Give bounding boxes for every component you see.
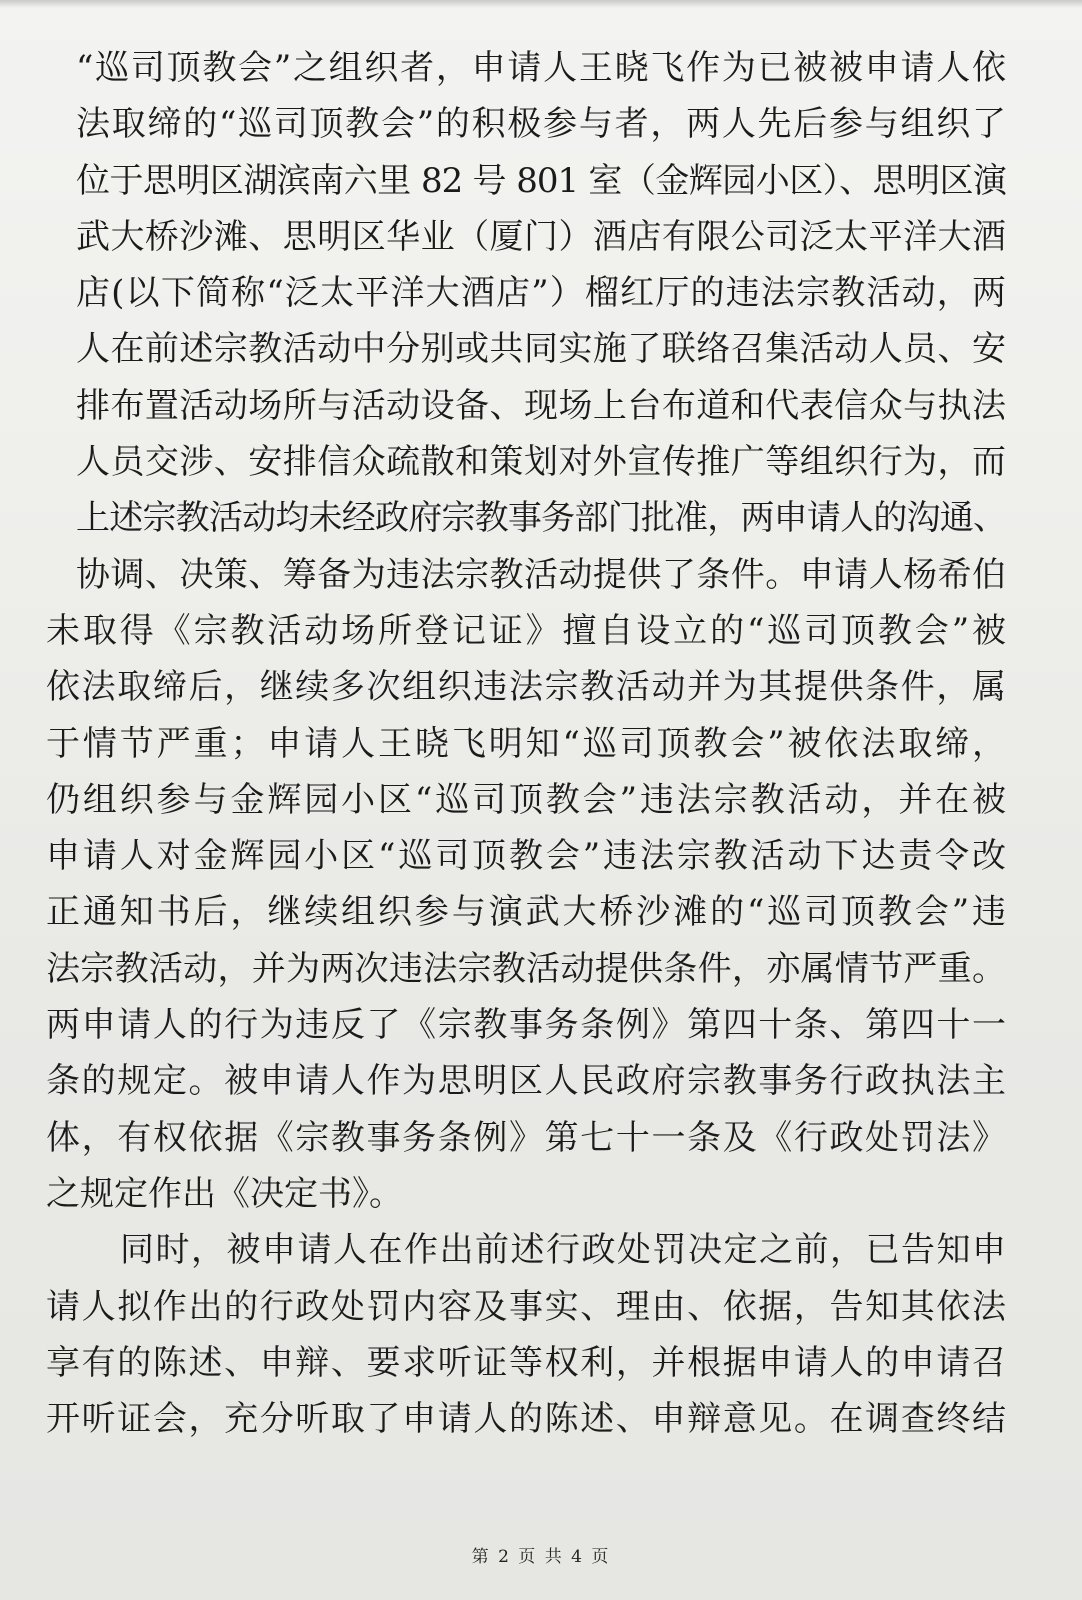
- body-line: 协调、决策、筹备为违法宗教活动提供了条件。申请人杨希伯: [76, 554, 1006, 595]
- body-line: “巡司顶教会”之组织者，申请人王晓飞作为已被被申请人依: [76, 48, 1006, 88]
- body-line: 条的规定。被申请人作为思明区人民政府宗教事务行政执法主: [46, 1061, 1006, 1102]
- body-line: 上述宗教活动均未经政府宗教事务部门批准，两申请人的沟通、: [76, 498, 1006, 539]
- body-line-paragraph-end: 之规定作出《决定书》。: [46, 1173, 403, 1214]
- body-line: 正通知书后，继续组织参与演武大桥沙滩的“巡司顶教会”违: [46, 892, 1006, 933]
- body-line: 法宗教活动，并为两次违法宗教活动提供条件，亦属情节严重。: [46, 948, 1006, 989]
- body-line: 开听证会，充分听取了申请人的陈述、申辩意见。在调查终结: [46, 1399, 1006, 1440]
- body-line: 排布置活动场所与活动设备、现场上台布道和代表信众与执法: [76, 385, 1006, 426]
- page-number-footer: 第 2 页 共 4 页: [471, 1547, 611, 1567]
- body-line: 人员交涉、安排信众疏散和策划对外宣传推广等组织行为，而: [76, 442, 1006, 483]
- body-line: 仍组织参与金辉园小区“巡司顶教会”违法宗教活动，并在被: [46, 779, 1006, 820]
- body-line: 未取得《宗教活动场所登记证》擅自设立的“巡司顶教会”被: [46, 610, 1006, 651]
- body-line: 依法取缔后，继续多次组织违法宗教活动并为其提供条件，属: [46, 667, 1006, 708]
- body-line-paragraph-start: 同时，被申请人在作出前述行政处罚决定之前，已告知申: [120, 1230, 1006, 1271]
- body-line: 法取缔的“巡司顶教会”的积极参与者，两人先后参与组织了: [76, 104, 1006, 145]
- body-line: 店(以下简称“泛太平洋大酒店”）榴红厅的违法宗教活动，两: [76, 273, 1006, 314]
- body-line: 请人拟作出的行政处罚内容及事实、理由、依据，告知其依法: [46, 1286, 1006, 1327]
- page-edge-shadow: [0, 0, 1082, 8]
- body-line: 申请人对金辉园小区“巡司顶教会”违法宗教活动下达责令改: [46, 836, 1006, 877]
- body-line: 人在前述宗教活动中分别或共同实施了联络召集活动人员、安: [76, 329, 1006, 370]
- document-body: [46, 40, 1006, 1447]
- body-line: 位于思明区湖滨南六里 82 号 801 室（金辉园小区）、思明区演: [76, 160, 1006, 201]
- body-line: 武大桥沙滩、思明区华业（厦门）酒店有限公司泛太平洋大酒: [76, 216, 1006, 257]
- body-line: 于情节严重；申请人王晓飞明知“巡司顶教会”被依法取缔，: [46, 723, 1006, 764]
- body-line: 体，有权依据《宗教事务条例》第七十一条及《行政处罚法》: [46, 1117, 1006, 1158]
- body-line: 两申请人的行为违反了《宗教事务条例》第四十条、第四十一: [46, 1005, 1006, 1046]
- body-line: 享有的陈述、申辩、要求听证等权利，并根据申请人的申请召: [46, 1342, 1006, 1383]
